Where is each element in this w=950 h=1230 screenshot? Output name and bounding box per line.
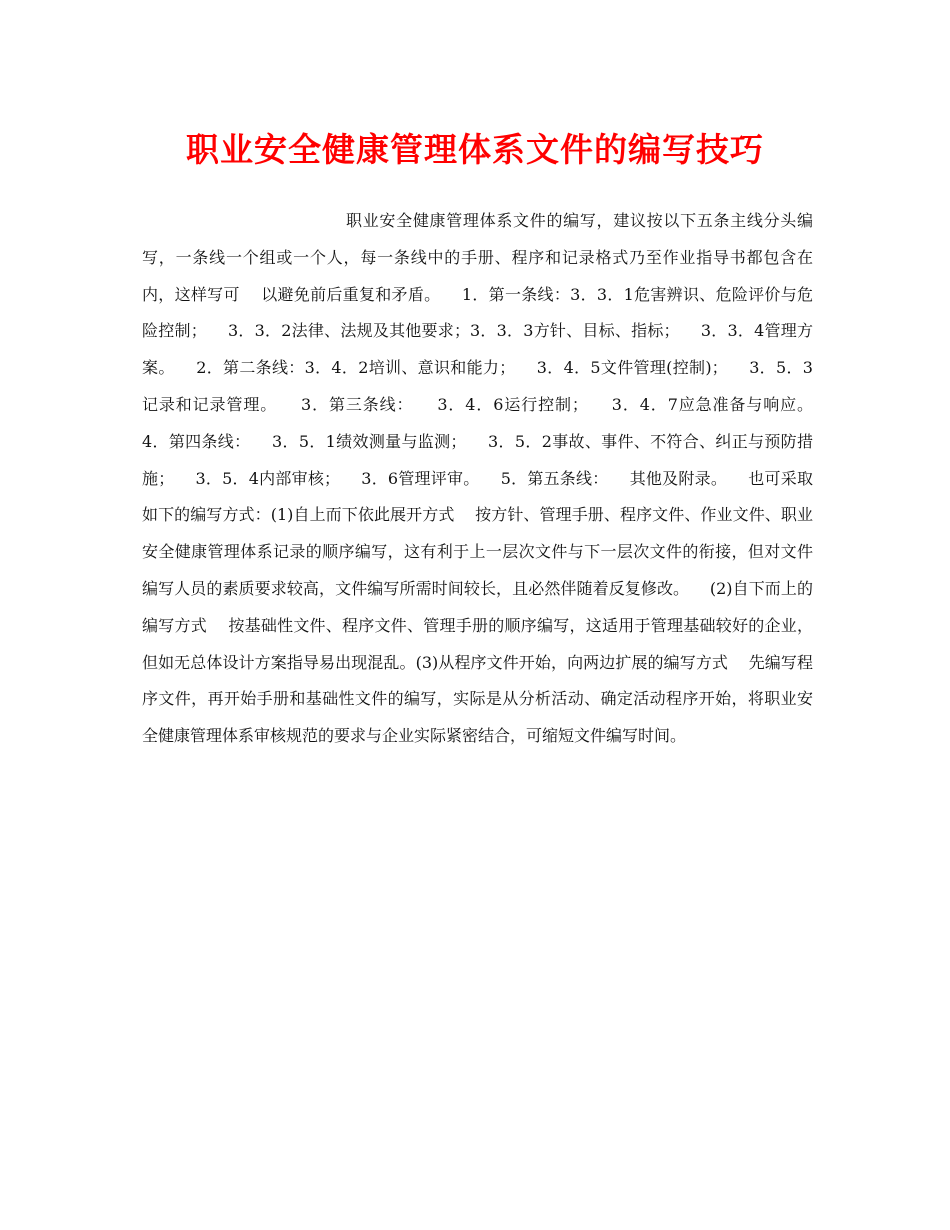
document-title: 职业安全健康管理体系文件的编写技巧: [186, 130, 764, 169]
document-body: 职业安全健康管理体系文件的编写，建议按以下五条主线分头编写，一条线一个组或一个人，每一条线中的手册、程序和记录格式乃至作业指导书都包含在内，这样写可 以避免前后重复和矛盾。 1．第一条线：3．3．1危害辨识、危险评价与危险控制； 3．3．2法律、法规及其他要求；3．3．3方针、目标、指标； 3．3．4管理方案。 2．第二条线：3．4．2培训、意识和能力； 3．4．5文件管理(控制)； 3．5．3记录和记录管理。 3．第三条线： 3．4．6运行控制； 3．4．7应急准备与响应。 4．第四条线： 3．5．1绩效测量与监测； 3．5．2事故、事件、不符合、纠正与预防措施； 3．5．4内部审核； 3．6管理评审。 5．第五条线： 其他及附录。 也可采取如下的编写方式：(1)自上而下依此展开方式 按方针、管理手册、程序文件、作业文件、职业安全健康管理体系记录的顺序编写，这有利于上一层次文件与下一层次文件的衔接，但对文件编写人员的素质要求较高，文件编写所需时间较长，且必然伴随着反复修改。 (2)自下而上的编写方式 按基础性文件、程序文件、管理手册的顺序编写，这适用于管理基础较好的企业，但如无总体设计方案指导易出现混乱。(3)从程序文件开始，向两边扩展的编写方式 先编写程序文件，再开始手册和基础性文件的编写，实际是从分析活动、确定活动程序开始，将职业安全健康管理体系审核规范的要求与企业实际紧密结合，可缩短文件编写时间。: [142, 211, 834, 746]
